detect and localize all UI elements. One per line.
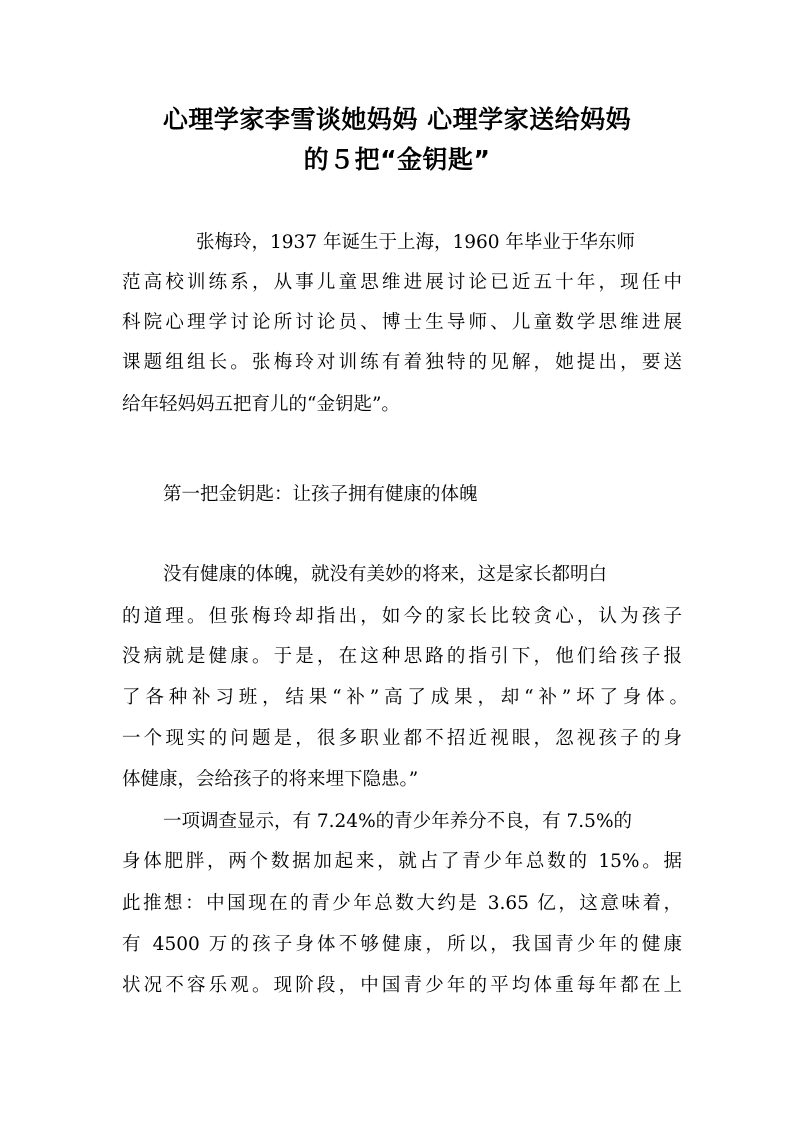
document-title-line-2: 的５把“金钥匙” (303, 145, 491, 174)
paragraph-3-line-3: 此推想：中国现在的青少年总数大约是 3.65 亿，这意味着， (122, 893, 682, 914)
paragraph-1-line-1: 张梅玲，1937 年诞生于上海，1960 年毕业于华东师 (196, 232, 635, 253)
paragraph-2-line-6: 体健康，会给孩子的将来埋下隐患。” (122, 769, 419, 790)
paragraph-2-line-3: 没病就是健康。于是，在这种思路的指引下，他们给孩子报 (122, 646, 682, 667)
paragraph-3-line-5: 状况不容乐观。现阶段，中国青少年的平均体重每年都在上 (122, 975, 682, 996)
paragraph-1-line-5: 给年轻妈妈五把育儿的“金钥匙”。 (122, 394, 400, 415)
paragraph-3-line-4: 有 4500 万的孩子身体不够健康，所以，我国青少年的健康 (122, 934, 682, 955)
paragraph-1-line-3: 科院心理学讨论所讨论员、博士生导师、儿童数学思维进展 (122, 312, 682, 333)
paragraph-1-line-2: 范高校训练系，从事儿童思维进展讨论已近五十年，现任中 (122, 272, 682, 293)
paragraph-2-line-1: 没有健康的体魄，就没有美妙的将来，这是家长都明白 (163, 564, 608, 585)
paragraph-3-line-2: 身体肥胖，两个数据加起来，就占了青少年总数的 15%。据 (122, 851, 682, 872)
paragraph-3-line-1: 一项调查显示，有 7.24%的青少年养分不良，有 7.5%的 (163, 811, 633, 832)
paragraph-1-line-4: 课题组组长。张梅玲对训练有着独特的见解，她提出，要送 (122, 352, 682, 373)
paragraph-2-line-5: 一个现实的问题是，很多职业都不招近视眼，忽视孩子的身 (122, 728, 682, 749)
section-heading: 第一把金钥匙：让孩子拥有健康的体魄 (163, 484, 478, 505)
document-title-line-1: 心理学家李雪谈她妈妈 心理学家送给妈妈 (162, 105, 632, 134)
paragraph-2-line-4: 了各种补习班，结果“补”高了成果，却“补”坏了身体。 (122, 687, 688, 708)
paragraph-2-line-2: 的道理。但张梅玲却指出，如今的家长比较贪心，认为孩子 (122, 606, 682, 627)
